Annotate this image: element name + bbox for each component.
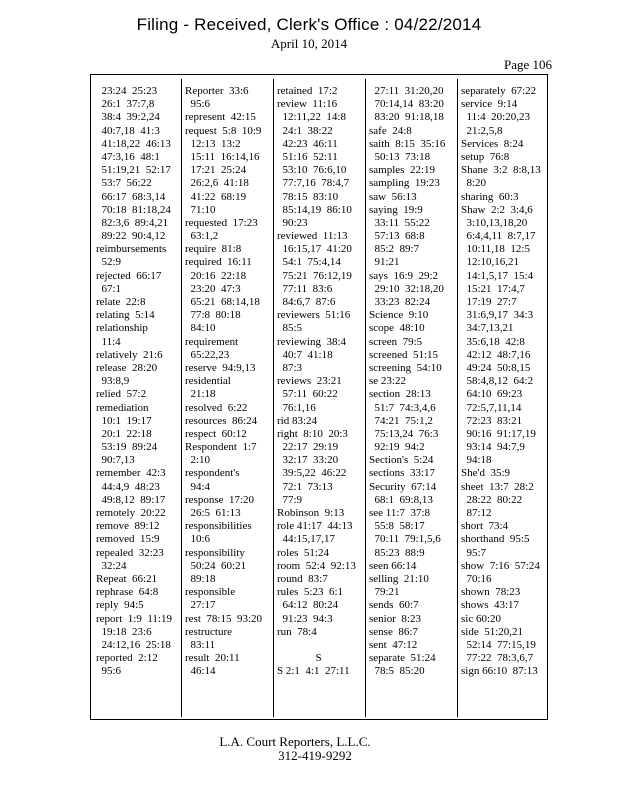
index-line: respondent's [185,467,240,480]
index-column-4 [366,79,458,717]
index-line: 41:18,22 46:13 [96,137,171,150]
index-line: 23:20 47:3 [185,282,241,295]
index-line: sections 33:17 [369,467,435,480]
index-line: 64:12 80:24 [277,599,339,612]
index-line: 90:23 [277,216,308,229]
index-line: relied 57:2 [96,388,147,401]
index-line: rid 83:24 [277,414,318,427]
index-line: 89:22 90:4,12 [96,230,166,243]
index-line: 40:7 41:18 [277,348,333,361]
index-line: 50:24 60:21 [185,559,247,572]
index-line: side 51:20,21 [461,625,524,638]
index-line: reimbursements [96,243,167,256]
index-line: residential [185,375,231,388]
index-line: 28:22 80:22 [461,493,523,506]
index-line: 92:19 94:2 [369,441,425,454]
index-line: 76:1,16 [277,401,316,414]
index-line: 75:13,24 76:3 [369,427,439,440]
index-line: 95:6 [96,665,122,678]
index-line: setup 76:8 [461,150,510,163]
index-line: scope 48:10 [369,322,425,335]
index-line: 54:1 75:4,14 [277,256,341,269]
index-line: require 81:8 [185,243,242,256]
index-line: 40:7,18 41:3 [96,124,160,137]
index-line: requested 17:23 [185,216,258,229]
index-line: 32:24 [96,559,127,572]
index-line: 24:12,16 25:18 [96,638,171,651]
index-line: 91:21 [369,256,400,269]
index-line: removed 15:9 [96,533,160,546]
index-line: remove 89:12 [96,520,160,533]
index-line: 50:13 73:18 [369,150,431,163]
transcript-date: April 10, 2014 [270,36,348,51]
index-line: reviewed 11:13 [277,230,348,243]
index-line: 26:2,6 41:18 [185,177,249,190]
word-index [93,79,545,717]
index-line: 21:2,5,8 [461,124,503,137]
index-line: 75:21 76:12,19 [277,269,352,282]
index-line: show 7:16 57:24 [461,559,540,572]
index-line: 14:1,5,17 15:4 [461,269,534,282]
index-column-5 [458,79,541,717]
index-line: responsibility [185,546,245,559]
index-line: 17:19 27:7 [461,296,517,308]
index-line: 33:23 82:24 [369,296,431,308]
index-line: rules 5:23 6:1 [277,586,343,599]
index-line: senior 8:23 [369,612,421,625]
index-line: 71:10 [185,203,216,216]
index-line: 23:24 25:23 [96,85,158,97]
index-line: 78:15 83:10 [277,190,339,203]
index-line: She'd 35:9 [461,467,511,480]
index-line: shown 78:23 [461,586,521,599]
reporter-phone: 312-419-9292 [278,748,352,763]
index-line: Section's 5:24 [369,454,434,467]
index-line: 51:19,21 52:17 [96,164,171,177]
index-line: saith 8:15 35:16 [369,137,446,150]
index-line: 90:16 91:17,19 [461,427,536,440]
index-line: 53:10 76:6,10 [277,164,347,177]
index-line: 63:1,2 [185,230,219,243]
index-line: reserve 94:9,13 [185,361,256,374]
index-line: represent 42:15 [185,111,256,124]
index-line: 52:9 [96,256,122,269]
index-line: 26:1 37:7,8 [96,98,155,111]
index-line: required 16:11 [185,256,252,269]
index-line: relating 5:14 [96,309,155,322]
index-line: screen 79:5 [369,335,423,348]
index-line: shows 43:17 [461,599,520,612]
index-line: report 1:9 11:19 [96,612,172,625]
index-line: selling 21:10 [369,572,429,585]
index-line: 64:10 69:23 [461,388,523,401]
index-line: 66:17 68:3,14 [96,190,166,203]
index-line: shorthand 95:5 [461,533,530,546]
index-line: 85:5 [277,322,303,335]
index-line: run 78:4 [277,625,317,638]
index-line: roles 51:24 [277,546,329,559]
index-line: respect 60:12 [185,427,247,440]
index-line: 57:11 60:22 [277,388,338,401]
index-line: 44:4,9 48:23 [96,480,160,493]
index-line: 29:10 32:18,20 [369,282,444,295]
index-line: 11:4 [96,335,121,348]
index-line: 82:3,6 89:4,21 [96,216,169,229]
index-line: S 2:1 4:1 27:11 [277,665,350,678]
index-line: sic 60:20 [461,612,502,625]
index-line: seen 66:14 [369,559,417,572]
index-line: 87:3 [277,361,303,374]
index-line: 57:13 68:8 [369,230,425,243]
index-line: 90:7,13 [96,454,135,467]
index-line: 33:11 55:22 [369,216,430,229]
index-line: service 9:14 [461,98,518,111]
index-line: se 23:22 [369,375,406,388]
index-line: 52:14 77:15,19 [461,638,536,651]
index-line: 94:18 [461,454,492,467]
index-line: response 17:20 [185,493,255,506]
index-line: Shaw 2:2 3:4,6 [461,203,533,216]
index-line: 17:21 25:24 [185,164,247,177]
index-line: 20:1 22:18 [96,427,152,440]
index-line: round 83:7 [277,572,328,585]
page-number: Page 106 [504,57,553,72]
index-line: 77:8 80:18 [185,309,241,322]
index-line: resolved 6:22 [185,401,248,414]
index-line: sense 86:7 [369,625,418,638]
index-line: review 11:16 [277,98,338,111]
index-line: reply 94:5 [96,599,144,612]
index-line: 68:1 69:8,13 [369,493,433,506]
index-line: separately 67:22 [461,85,537,97]
index-line: 72:23 83:21 [461,414,523,427]
index-line: resources 86:24 [185,414,258,427]
index-line: 47:3,16 48:1 [96,150,160,163]
index-line: 16:15,17 41:20 [277,243,352,256]
index-line: 95:7 [461,546,487,559]
index-line: reviews 23:21 [277,375,342,388]
index-line: 70:11 79:1,5,6 [369,533,441,546]
index-line: reviewers 51:16 [277,309,351,322]
index-line: 53:19 89:24 [96,441,158,454]
index-line: Reporter 33:6 [185,85,249,97]
index-line: 31:6,9,17 34:3 [461,309,534,322]
index-line: 42:12 48:7,16 [461,348,531,361]
index-line: 10:11,18 12:5 [461,243,530,256]
index-line: 70:14,14 83:20 [369,98,444,111]
index-line: 32:17 33:20 [277,454,339,467]
index-column-2 [182,79,274,717]
index-line: samples 22:19 [369,164,435,177]
index-line: room 52:4 92:13 [277,559,356,572]
index-line: 83:11 [185,638,216,651]
index-line: Science 9:10 [369,309,429,322]
index-line: safe 24:8 [369,124,412,137]
index-line: release 28:20 [96,361,158,374]
index-line: 41:22 68:19 [185,190,247,203]
index-line: 94:4 [185,480,211,493]
reporter-company: L.A. Court Reporters, L.L.C. [219,734,371,749]
index-line: result 20:11 [185,652,240,665]
index-line: sign 66:10 87:13 [461,665,538,678]
index-line: relatively 21:6 [96,348,163,361]
index-line: 58:4,8,12 64:2 [461,375,534,388]
index-line: 38:4 39:2,24 [96,111,160,124]
index-line: Shane 3:2 8:8,13 [461,164,541,177]
index-line: 26:5 61:13 [185,507,241,519]
index-line: 95:6 [185,98,211,111]
index-line: 74:21 75:1,2 [369,414,433,427]
index-line: 8:20 [461,177,487,190]
index-line [277,639,365,652]
index-line: screened 51:15 [369,348,439,361]
index-line: 19:18 23:6 [96,625,152,638]
index-line: 77:22 78:3,6,7 [461,652,534,665]
index-line: 55:8 58:17 [369,520,425,533]
index-line: saying 19:9 [369,203,423,216]
index-line: 49:8,12 89:17 [96,493,166,506]
index-line: remember 42:3 [96,467,166,480]
index-line: 89:18 [185,572,216,585]
index-line: 84:10 [185,322,216,335]
index-line: 83:20 91:18,18 [369,111,444,124]
index-column-3 [274,79,366,717]
index-line: 78:5 85:20 [369,665,425,678]
filing-stamp: Filing - Received, Clerk's Office : 04/22/2014 [136,15,482,34]
index-line: 49:24 50:8,15 [461,361,531,374]
index-line: 91:23 94:3 [277,612,333,625]
index-line: 77:11 83:6 [277,282,333,295]
index-line: 85:2 89:7 [369,243,420,256]
index-line: relate 22:8 [96,296,146,308]
index-line: 85:14,19 86:10 [277,203,352,216]
index-line: 51:16 52:11 [277,150,338,163]
index-line: 46:14 [185,665,216,678]
index-line: sharing 60:3 [461,190,519,203]
index-column-1 [93,79,182,717]
index-line: 72:5,7,11,14 [461,401,522,414]
index-line: 15:11 16:14,16 [185,150,260,163]
index-line: 67:1 [96,282,122,295]
index-line: Robinson 9:13 [277,507,345,519]
index-line: 53:7 56:22 [96,177,152,190]
index-line: 44:15,17,17 [277,533,336,546]
index-line: 27:17 [185,599,216,612]
index-line: request 5:8 10:9 [185,124,262,137]
index-line: repealed 32:23 [96,546,164,559]
index-line: sampling 19:23 [369,177,440,190]
index-line: responsible [185,586,236,599]
index-line: reviewing 38:4 [277,335,347,348]
index-line: 85:23 88:9 [369,546,425,559]
index-line: rest 78:15 93:20 [185,612,262,625]
index-line: Services 8:24 [461,137,524,150]
index-line: 87:12 [461,507,492,519]
index-line: relationship [96,322,148,335]
index-line: 93:8,9 [96,375,130,388]
index-line: 84:6,7 87:6 [277,296,336,308]
index-line: 24:1 38:22 [277,124,333,137]
index-line: rejected 66:17 [96,269,162,282]
index-line: 35:6,18 42:8 [461,335,525,348]
index-line: Respondent 1:7 [185,441,257,454]
index-line: separate 51:24 [369,652,436,665]
index-line: 79:21 [369,586,400,599]
index-line: see 11:7 37:8 [369,507,430,519]
index-line: short 73:4 [461,520,509,533]
index-line: 93:14 94:7,9 [461,441,525,454]
index-line: 3:10,13,18,20 [461,216,528,229]
index-line: sends 60:7 [369,599,419,612]
index-line: 12:11,22 14:8 [277,111,346,124]
index-line: 12:10,16,21 [461,256,520,269]
index-line: retained 17:2 [277,85,338,97]
index-line: sheet 13:7 28:2 [461,480,534,493]
index-line: 42:23 46:11 [277,137,338,150]
index-line: screening 54:10 [369,361,442,374]
index-line: 20:16 22:18 [185,269,247,282]
index-line: 22:17 29:19 [277,441,339,454]
index-line: 6:4,4,11 8:7,17 [461,230,536,243]
index-line: 12:13 13:2 [185,137,241,150]
index-line: 15:21 17:4,7 [461,282,525,295]
index-line: S [277,652,322,665]
index-line: 34:7,13,21 [461,322,514,335]
index-line: remotely 20:22 [96,507,166,519]
index-line: responsibilities [185,520,252,533]
index-line: rephrase 64:8 [96,586,159,599]
index-line: says 16:9 29:2 [369,269,439,282]
index-line: saw 56:13 [369,190,417,203]
index-line: 65:22,23 [185,348,230,361]
index-line: Security 67:14 [369,480,437,493]
index-line: 11:4 20:20,23 [461,111,530,124]
index-line: 77:7,16 78:4,7 [277,177,350,190]
index-line: 2:10 [185,454,211,467]
index-line: sent 47:12 [369,638,418,651]
index-line: remediation [96,401,149,414]
index-line: right 8:10 20:3 [277,427,348,440]
index-line: 10:1 19:17 [96,414,152,427]
index-line: 27:11 31:20,20 [369,85,444,97]
index-line: 77:9 [277,493,303,506]
index-line: section 28:13 [369,388,431,401]
index-line: 39:5,22 46:22 [277,467,347,480]
index-line: 70:16 [461,572,492,585]
index-line: 70:18 81:18,24 [96,203,171,216]
index-line: 65:21 68:14,18 [185,296,260,308]
index-line: role 41:17 44:13 [277,520,353,533]
index-line: restructure [185,625,233,638]
index-line: requirement [185,335,239,348]
index-line: 21:18 [185,388,216,401]
index-line: 10:6 [185,533,211,546]
index-line: 51:7 74:3,4,6 [369,401,436,414]
index-line: Repeat 66:21 [96,572,158,585]
index-line: 72:1 73:13 [277,480,333,493]
index-line: reported 2:12 [96,652,158,665]
